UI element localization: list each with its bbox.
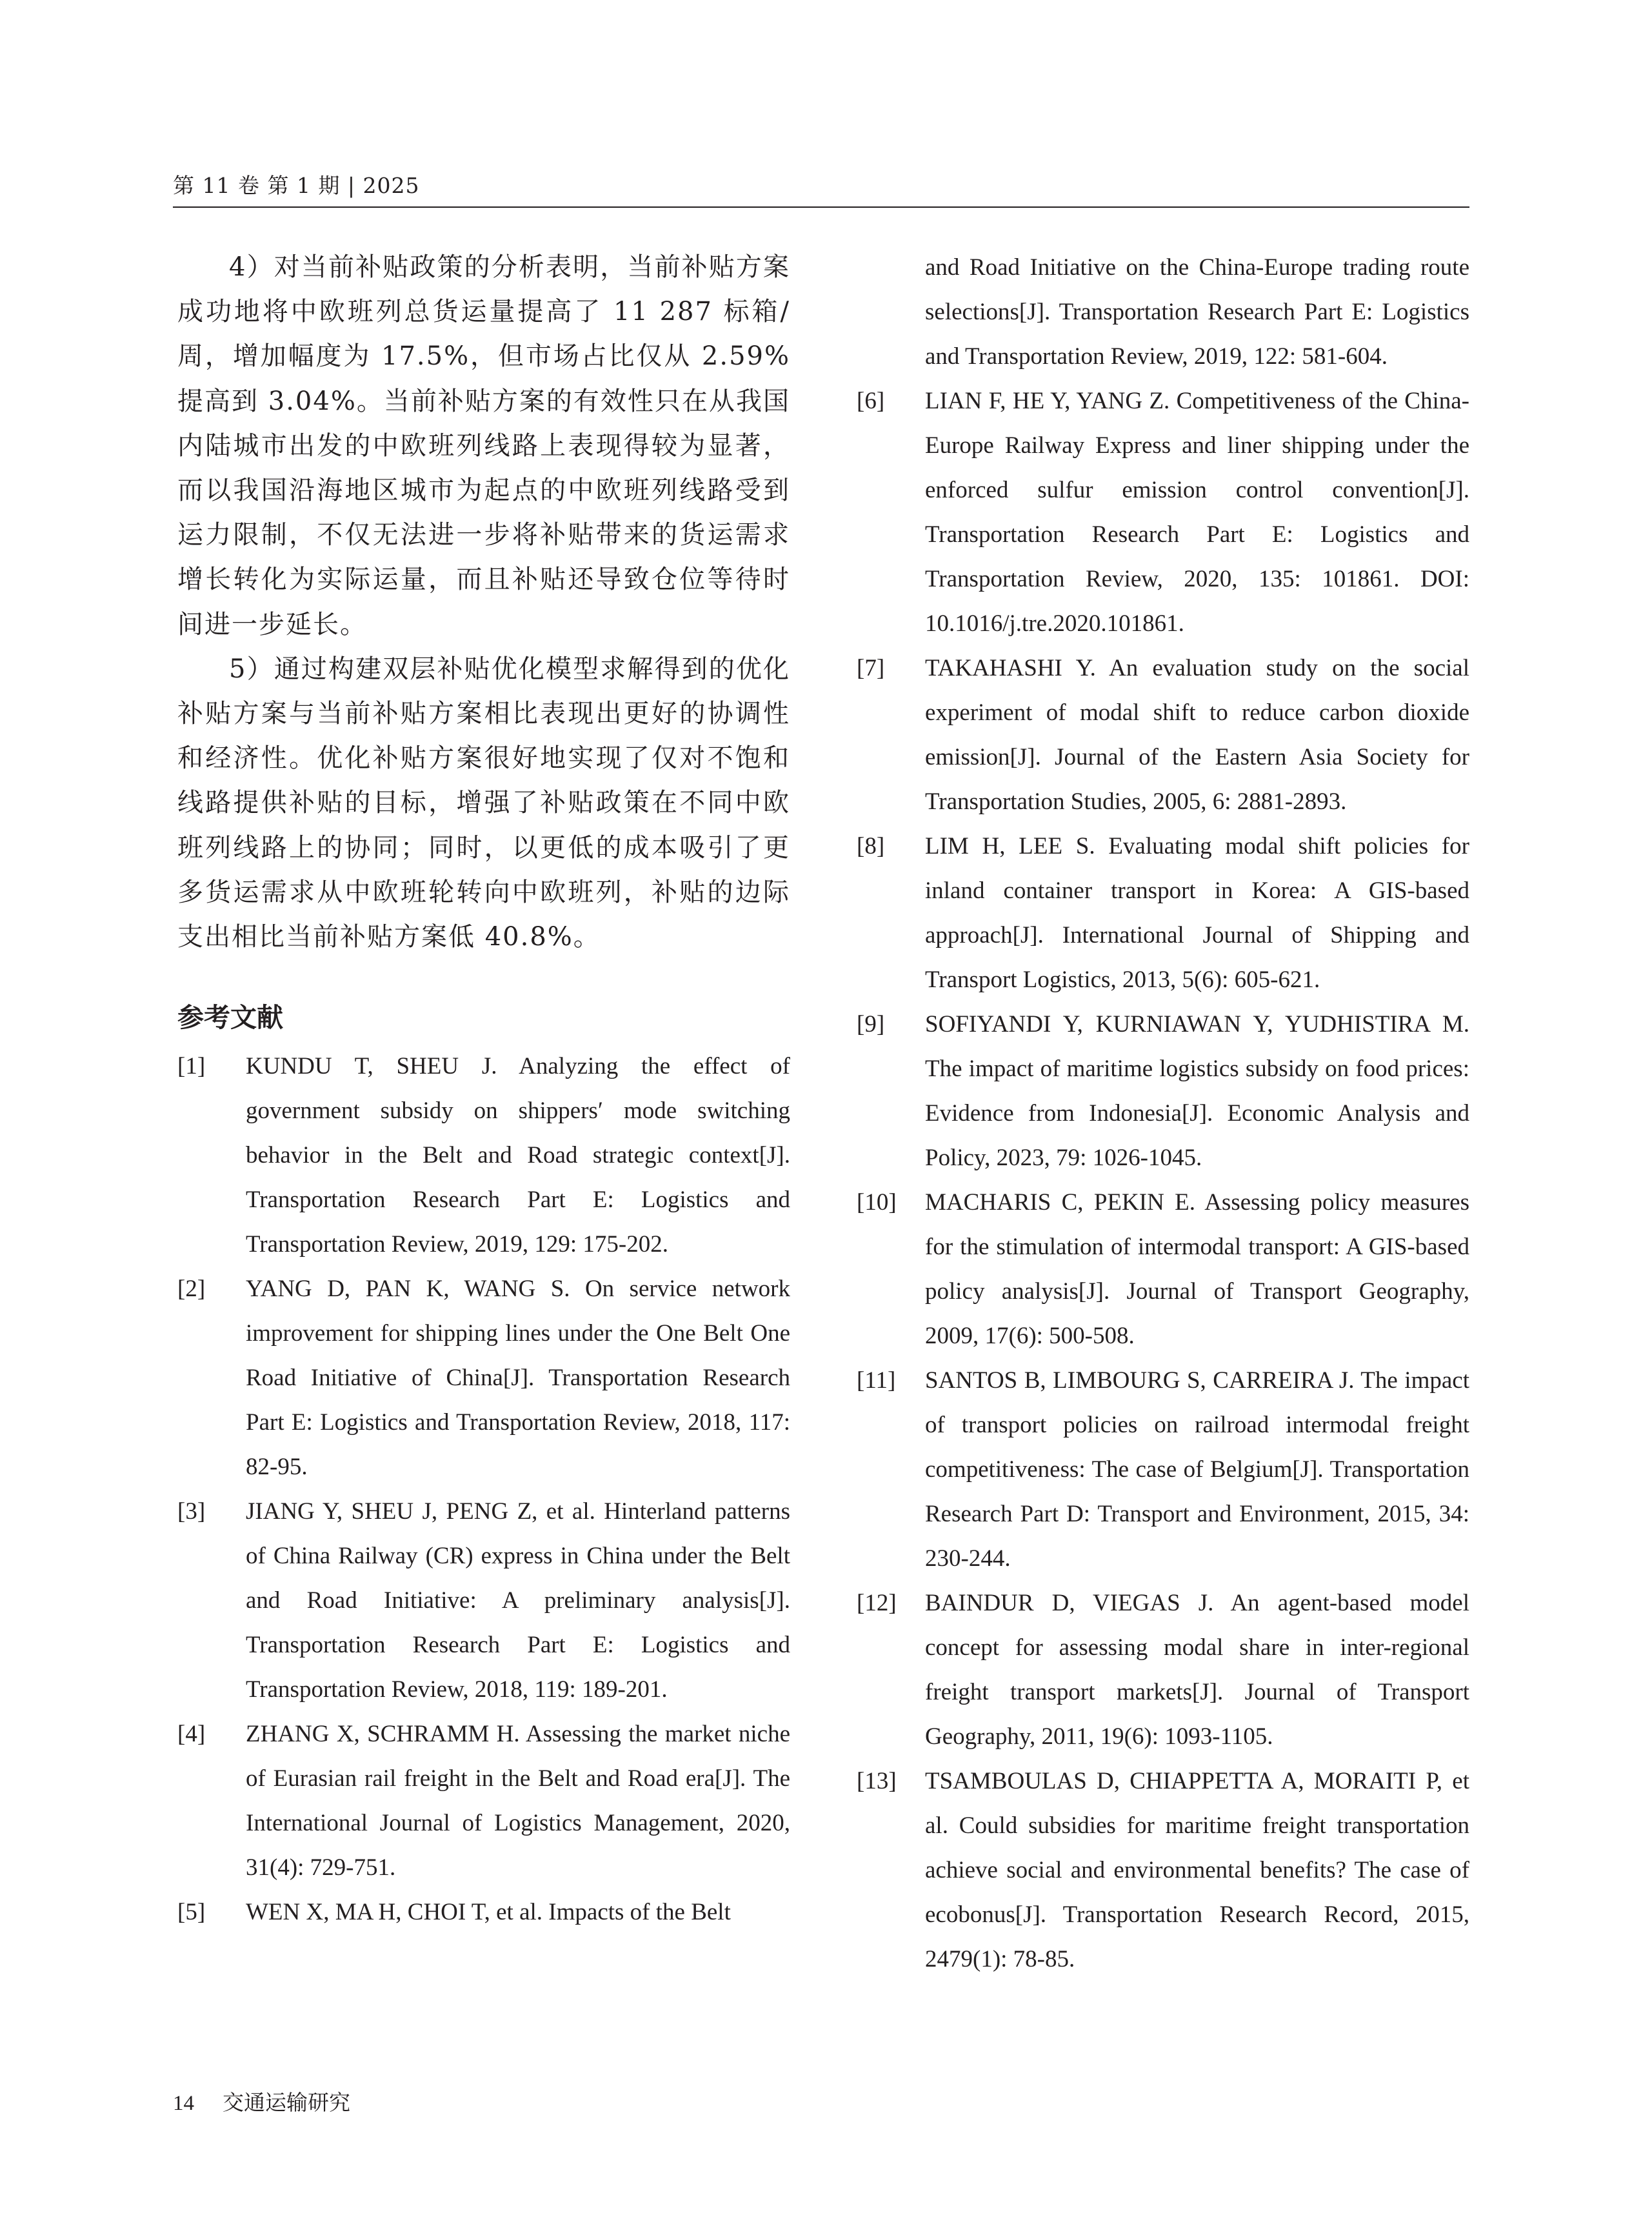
conclusion-paragraph-4: 4）对当前补贴政策的分析表明，当前补贴方案成功地将中欧班列总货运量提高了 11 287 标箱/周，增加幅度为 17.5%，但市场占比仅从 2.59% 提高到 3.04%。当前补贴方案的有效性只在从我国内陆城市出发的中欧班列线路上表现得较为显著，而以我国沿海地区城市为起点的中欧班列线路受到运力限制，不仅无法进一步将补贴带来的货运需求增长转化为实际运量，而且补贴还导致仓位等待时间进一步延长。 bbox=[177, 252, 790, 639]
reference-number: [13] bbox=[857, 1768, 897, 1794]
reference-number: [3] bbox=[177, 1498, 206, 1525]
reference-item bbox=[857, 824, 1469, 1002]
page-number: 14 bbox=[173, 2092, 194, 2115]
header-rule bbox=[173, 206, 1469, 208]
reference-number: [2] bbox=[177, 1276, 206, 1303]
reference-text: TAKAHASHI Y. An evaluation study on the social experiment of modal shift to reduce carbon dioxide emission[J]. Journal of the Eastern Asia Society for Transportation Studies, 2005, 6: 2881-2893. bbox=[925, 655, 1469, 815]
reference-item bbox=[857, 1002, 1469, 1180]
reference-number: [10] bbox=[857, 1189, 897, 1216]
right-column bbox=[857, 245, 1469, 1981]
reference-number: [6] bbox=[857, 388, 885, 414]
reference-number: [11] bbox=[857, 1367, 896, 1394]
reference-item bbox=[177, 1890, 790, 1934]
reference-text: LIM H, LEE S. Evaluating modal shift policies for inland container transport in Korea: A GIS-based approach[J]. International Journal of Shipping and Transport Logistics, 2013, 5(6): 605-621. bbox=[925, 833, 1469, 993]
left-column bbox=[177, 245, 790, 1934]
reference-number: [12] bbox=[857, 1590, 897, 1616]
reference-item bbox=[857, 1759, 1469, 1981]
reference-text: TSAMBOULAS D, CHIAPPETTA A, MORAITI P, et al. Could subsidies for maritime freight transportation achieve social and environmental benefits? The case of ecobonus[J]. Transportation Research Record, 2015, 2479(1): 78-85. bbox=[925, 1768, 1469, 1972]
reference-text: KUNDU T, SHEU J. Analyzing the effect of government subsidy on shippers′ mode switching behavior in the Belt and Road strategic context[J]. Transportation Research Part E: Logistics and Transportation Review, 2019, 129: 175-202. bbox=[246, 1053, 790, 1258]
reference-item bbox=[857, 379, 1469, 646]
reference-text: LIAN F, HE Y, YANG Z. Competitiveness of the China-Europe Railway Express and liner shipping under the enforced sulfur emission control convention[J]. Transportation Research Part E: Logistics and Transportation Review, 2020, 135: 101861. DOI: 10.1016/j.tre.2020.101861. bbox=[925, 388, 1469, 637]
reference-item bbox=[177, 1044, 790, 1267]
reference-text: JIANG Y, SHEU J, PENG Z, et al. Hinterland patterns of China Railway (CR) express in China under the Belt and Road Initiative: A preliminary analysis[J]. Transportation Research Part E: Logistics and Transportation Review, 2018, 119: 189-201. bbox=[246, 1498, 790, 1703]
reference-text: SANTOS B, LIMBOURG S, CARREIRA J. The impact of transport policies on railroad intermodal freight competitiveness: The case of Belgium[J]. Transportation Research Part D: Transport and Environment, 2015, 34: 230-244. bbox=[925, 1367, 1469, 1572]
reference-continued-text: and Road Initiative on the China-Europe trading route selections[J]. Transportation Research Part E: Logistics and Transportation Review, 2019, 122: 581-604. bbox=[925, 254, 1469, 370]
running-head: 第 11 卷 第 1 期 | 2025 bbox=[173, 173, 420, 198]
reference-text: YANG D, PAN K, WANG S. On service network improvement for shipping lines under the One Belt One Road Initiative of China[J]. Transportation Research Part E: Logistics and Transportation Review, 2018, 117: 82-95. bbox=[246, 1276, 790, 1481]
reference-number: [9] bbox=[857, 1011, 885, 1038]
references-title: 参考文献 bbox=[177, 1002, 283, 1034]
reference-number: [4] bbox=[177, 1721, 206, 1748]
page-footer bbox=[173, 2086, 350, 2116]
reference-item bbox=[177, 1712, 790, 1890]
reference-number: [7] bbox=[857, 655, 885, 681]
reference-text: MACHARIS C, PEKIN E. Assessing policy measures for the stimulation of intermodal transport: A GIS-based policy analysis[J]. Journal of Transport Geography, 2009, 17(6): 500-508. bbox=[925, 1189, 1469, 1349]
conclusion-paragraph-5: 5）通过构建双层补贴优化模型求解得到的优化补贴方案与当前补贴方案相比表现出更好的协调性和经济性。优化补贴方案很好地实现了仅对不饱和线路提供补贴的目标，增强了补贴政策在不同中欧班列线路上的协同；同时，以更低的成本吸引了更多货运需求从中欧班轮转向中欧班列，补贴的边际支出相比当前补贴方案低 40.8%。 bbox=[177, 654, 790, 952]
reference-text: SOFIYANDI Y, KURNIAWAN Y, YUDHISTIRA M. The impact of maritime logistics subsidy on food prices: Evidence from Indonesia[J]. Economic Analysis and Policy, 2023, 79: 1026-1045. bbox=[925, 1011, 1469, 1171]
reference-number: [8] bbox=[857, 833, 885, 859]
reference-item bbox=[857, 1180, 1469, 1358]
reference-number: [1] bbox=[177, 1053, 206, 1080]
reference-text: ZHANG X, SCHRAMM H. Assessing the market niche of Eurasian rail freight in the Belt and Road era[J]. The International Journal of Logistics Management, 2020, 31(4): 729-751. bbox=[246, 1721, 790, 1881]
reference-text: WEN X, MA H, CHOI T, et al. Impacts of the Belt bbox=[246, 1899, 731, 1926]
reference-item bbox=[857, 1581, 1469, 1759]
journal-name: 交通运输研究 bbox=[223, 2090, 350, 2115]
reference-number: [5] bbox=[177, 1899, 206, 1926]
reference-text: BAINDUR D, VIEGAS J. An agent-based model concept for assessing modal share in inter-regional freight transport markets[J]. Journal of Transport Geography, 2011, 19(6): 1093-1105. bbox=[925, 1590, 1469, 1750]
reference-item bbox=[177, 1267, 790, 1489]
reference-item bbox=[857, 1358, 1469, 1581]
reference-item bbox=[177, 1489, 790, 1712]
reference-item bbox=[857, 646, 1469, 824]
